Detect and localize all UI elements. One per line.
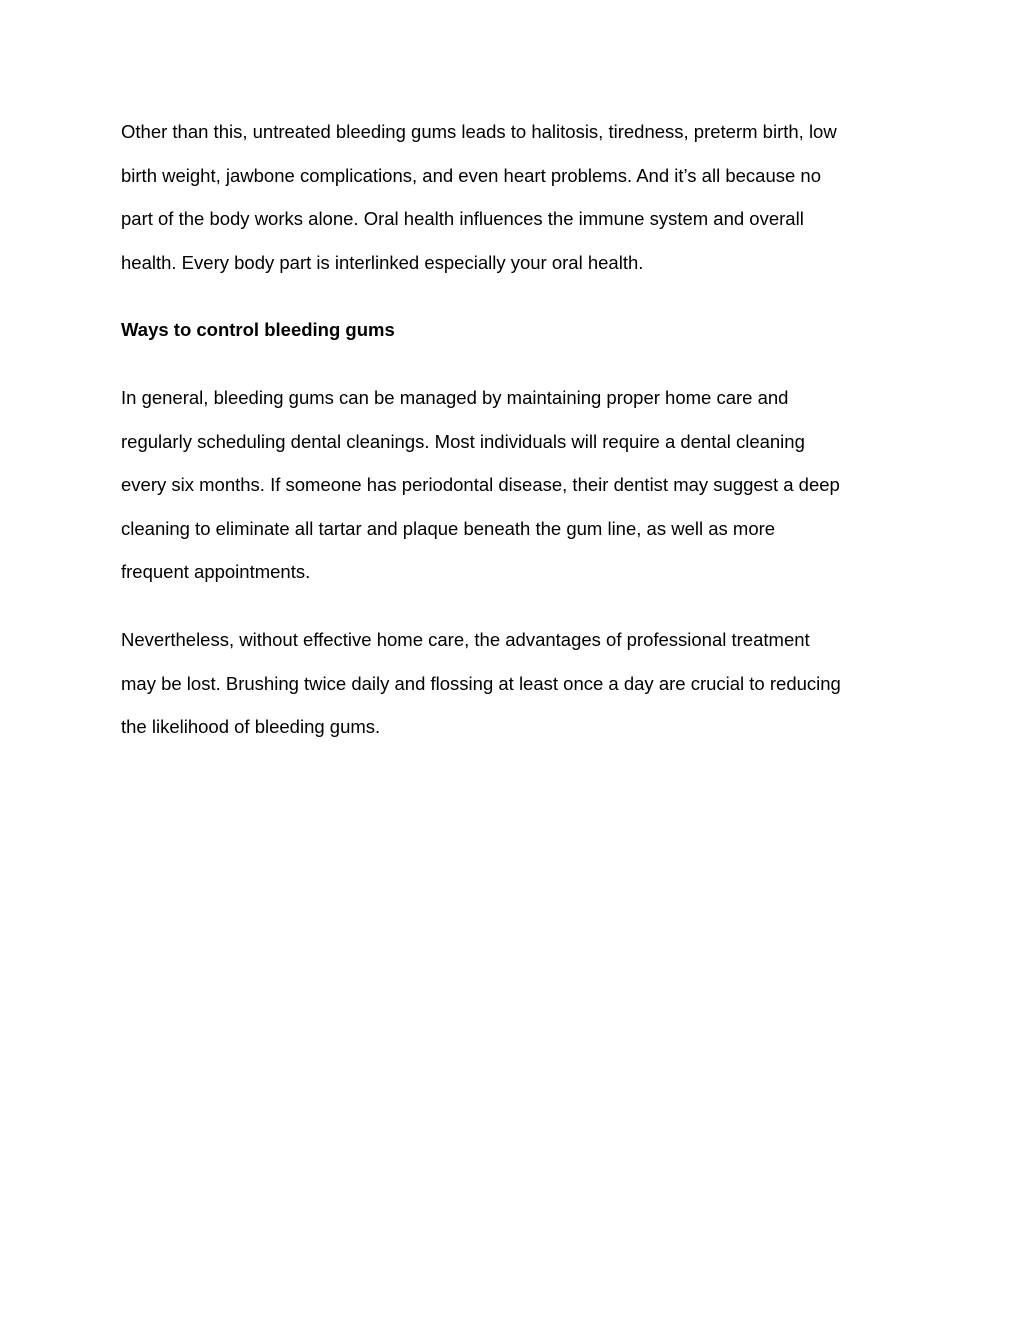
text-line: every six months. If someone has periodontal disease, their dentist may suggest a deep (121, 474, 840, 496)
text-line: Nevertheless, without effective home care, the advantages of professional treatment (121, 628, 810, 650)
text-line: part of the body works alone. Oral health influences the immune system and overall (121, 208, 804, 230)
paragraph-management (121, 376, 921, 594)
section-heading: Ways to control bleeding gums (121, 319, 395, 341)
text-line: health. Every body part is interlinked especially your oral health. (121, 251, 644, 273)
text-line: may be lost. Brushing twice daily and flossing at least once a day are crucial to reducing (121, 672, 841, 694)
paragraph-health-effects (121, 110, 921, 284)
text-line: regularly scheduling dental cleanings. Most individuals will require a dental cleaning (121, 430, 805, 452)
paragraph-home-care (121, 618, 921, 749)
text-line: Other than this, untreated bleeding gums leads to halitosis, tiredness, preterm birth, low (121, 121, 837, 142)
text-line: frequent appointments. (121, 561, 311, 583)
text-line: the likelihood of bleeding gums. (121, 716, 381, 738)
text-line: In general, bleeding gums can be managed by maintaining proper home care and (121, 386, 789, 408)
document-body (121, 110, 921, 773)
text-line: birth weight, jawbone complications, and even heart problems. And it’s all because no (121, 164, 821, 186)
text-line: cleaning to eliminate all tartar and plaque beneath the gum line, as well as more (121, 517, 776, 539)
